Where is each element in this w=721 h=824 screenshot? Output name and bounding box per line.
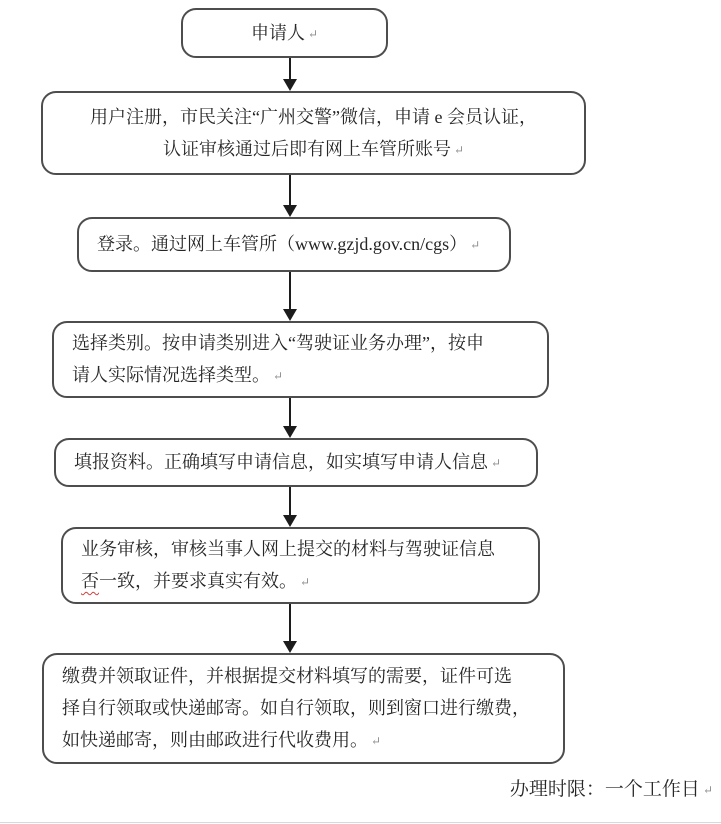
paragraph-mark-icon: ↵	[453, 142, 465, 157]
node-text-line	[183, 17, 386, 50]
node-text-line	[72, 359, 543, 392]
misspelled-char: 否	[81, 571, 99, 591]
arrow-shaft	[289, 175, 291, 206]
arrow-shaft	[289, 398, 291, 427]
flow-arrow-6	[283, 604, 297, 653]
node-text-line	[74, 446, 532, 479]
node-text: 填报资料。正确填写申请信息，如实填写申请人信息	[74, 452, 488, 472]
flow-node-select-category	[52, 321, 549, 398]
flow-node-review	[61, 527, 540, 604]
node-text-line	[81, 533, 534, 565]
arrow-head-icon	[283, 426, 297, 438]
node-text: 选择类别。按申请类别进入“驾驶证业务办理”，按申	[72, 333, 484, 353]
node-text: 请人实际情况选择类型。	[72, 365, 270, 385]
node-text-line	[62, 724, 559, 757]
node-text: 择自行领取或快递邮寄。如自行领取，则到窗口进行缴费，	[62, 698, 530, 718]
arrow-head-icon	[283, 515, 297, 527]
flow-arrow-2	[283, 175, 297, 217]
paragraph-mark-icon: ↵	[702, 783, 713, 797]
flow-node-fill-info	[54, 438, 538, 487]
arrow-head-icon	[283, 309, 297, 321]
flow-arrow-3	[283, 272, 297, 321]
processing-time-text: 办理时限：一个工作日	[509, 779, 700, 800]
node-text-line	[43, 133, 584, 166]
page-bottom-divider	[0, 822, 721, 823]
flow-node-login	[77, 217, 511, 272]
arrow-shaft	[289, 604, 291, 642]
node-text: 缴费并领取证件，并根据提交材料填写的需要，证件可选	[62, 666, 512, 686]
node-text-line	[72, 327, 543, 359]
paragraph-mark-icon: ↵	[470, 238, 481, 252]
paragraph-mark-icon: ↵	[491, 456, 502, 470]
node-text: 业务审核，审核当事人网上提交的材料与驾驶证信息	[81, 539, 495, 559]
flow-node-register	[41, 91, 586, 175]
arrow-shaft	[289, 58, 291, 80]
arrow-shaft	[289, 272, 291, 310]
paragraph-mark-icon: ↵	[273, 369, 284, 383]
node-text-line	[62, 692, 559, 724]
paragraph-mark-icon: ↵	[371, 734, 382, 748]
flow-arrow-4	[283, 398, 297, 438]
arrow-shaft	[289, 487, 291, 516]
node-text: 用户注册，市民关注“广州交警”微信，申请 e 会员认证，	[90, 106, 537, 127]
arrow-head-icon	[283, 641, 297, 653]
node-text: 登录。通过网上车管所（www.gzjd.gov.cn/cgs）	[97, 234, 468, 254]
flow-arrow-1	[283, 58, 297, 91]
flow-arrow-5	[283, 487, 297, 527]
node-text-line	[97, 228, 505, 261]
paragraph-mark-icon: ↵	[307, 26, 319, 41]
node-text: 如快递邮寄，则由邮政进行代收费用。	[62, 730, 368, 750]
node-text: 一致，并要求真实有效。	[99, 571, 297, 591]
arrow-head-icon	[283, 205, 297, 217]
arrow-head-icon	[283, 79, 297, 91]
paragraph-mark-icon: ↵	[300, 575, 311, 589]
node-text-line	[43, 101, 584, 133]
flow-node-pay-collect	[42, 653, 565, 764]
node-text: 申请人	[250, 22, 305, 43]
processing-time-note	[510, 779, 713, 801]
node-text: 认证审核通过后即有网上车管所账号	[162, 138, 451, 159]
flow-node-applicant	[181, 8, 388, 58]
node-text-line	[81, 565, 534, 598]
node-text-line	[62, 660, 559, 692]
